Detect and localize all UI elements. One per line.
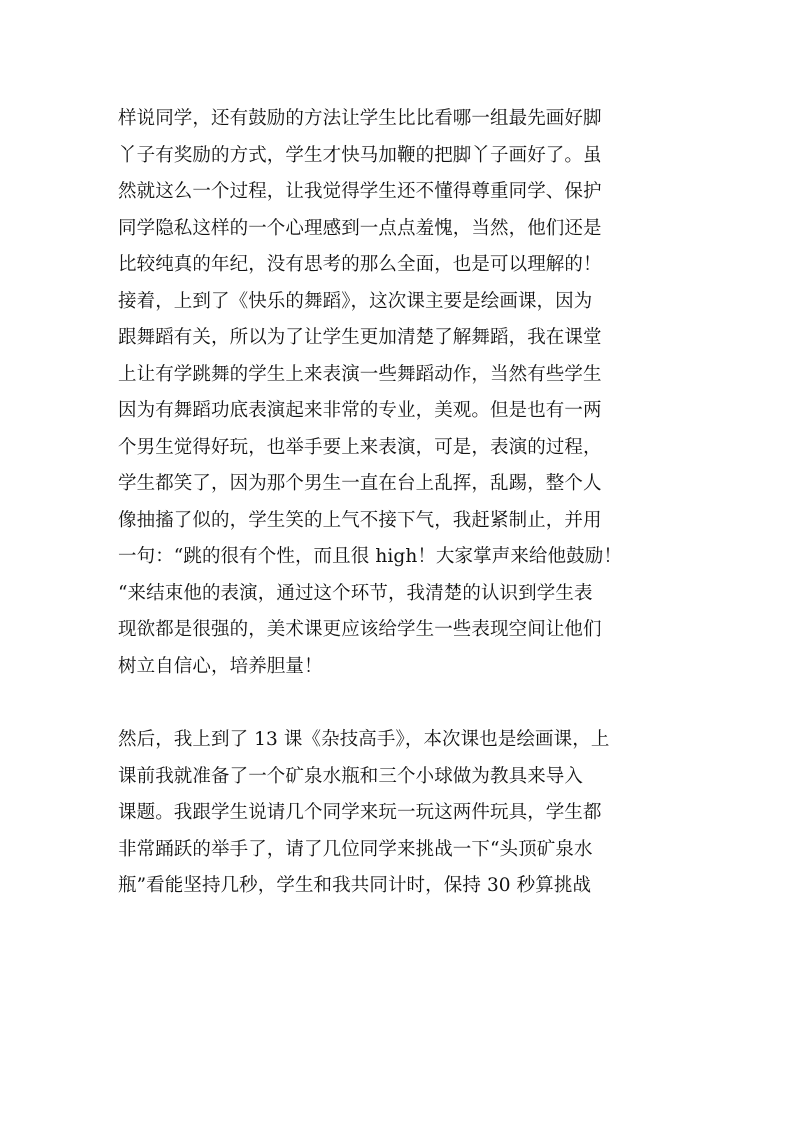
text-line: 上让有学跳舞的学生上来表演一些舞蹈动作，当然有些学生 xyxy=(118,363,602,385)
text-line: 现欲都是很强的，美术课更应该给学生一些表现空间让他们 xyxy=(118,619,602,640)
paragraph-2 xyxy=(118,722,698,905)
text-line: 课题。我跟学生说请几个同学来玩一玩这两件玩具，学生都 xyxy=(118,802,602,823)
text-line: 一句：“跳的很有个性，而且很 high！大家掌声来给他鼓励！ xyxy=(118,546,622,567)
text-line: 丫子有奖励的方式，学生才快马加鞭的把脚丫子画好了。虽 xyxy=(118,144,602,166)
text-line: 学生都笑了，因为那个男生一直在台上乱挥，乱踢，整个人 xyxy=(118,473,602,494)
paragraph-spacer xyxy=(118,685,698,722)
text-line: 因为有舞蹈功底表演起来非常的专业，美观。但是也有一两 xyxy=(118,400,602,421)
text-line: 同学隐私这样的一个心理感到一点点羞愧，当然，他们还是 xyxy=(118,217,602,239)
text-line: 然后，我上到了 13 课《杂技高手》，本次课也是绘画课，上 xyxy=(118,729,610,750)
text-line: 然就这么一个过程，让我觉得学生还不懂得尊重同学、保护 xyxy=(118,181,602,202)
text-line: 个男生觉得好玩，也举手要上来表演，可是，表演的过程， xyxy=(118,436,602,458)
text-line: 课前我就准备了一个矿泉水瓶和三个小球做为教具来导入 xyxy=(118,765,584,787)
text-line: 非常踊跃的举手了，请了几位同学来挑战一下“头顶矿泉水 xyxy=(118,838,593,860)
text-line: 树立自信心，培养胆量！ xyxy=(118,655,323,677)
text-line: “来结束他的表演，通过这个环节，我清楚的认识到学生表 xyxy=(118,582,593,604)
text-line: 比较纯真的年纪，没有思考的那么全面，也是可以理解的！ xyxy=(118,254,602,275)
text-line: 跟舞蹈有关，所以为了让学生更加清楚了解舞蹈，我在课堂 xyxy=(118,327,602,348)
text-line: 像抽搐了似的，学生笑的上气不接下气，我赶紧制止，并用 xyxy=(118,509,602,531)
text-line: 样说同学，还有鼓励的方法让学生比比看哪一组最先画好脚 xyxy=(118,108,602,129)
text-line: 瓶”看能坚持几秒，学生和我共同计时，保持 30 秒算挑战 xyxy=(118,875,592,896)
document-body xyxy=(118,101,698,905)
text-line: 接着，上到了《快乐的舞蹈》，这次课主要是绘画课，因为 xyxy=(118,290,593,312)
paragraph-1 xyxy=(118,101,698,685)
